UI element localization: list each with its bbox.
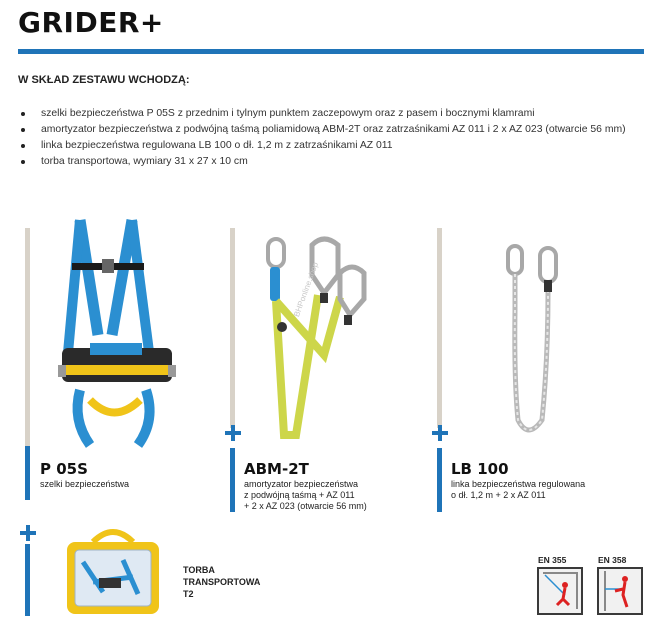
plus-icon [225, 425, 241, 441]
divider-bar [437, 448, 442, 512]
divider-bar [25, 544, 30, 616]
contents-list [18, 107, 648, 171]
divider-bar [230, 448, 235, 512]
divider-bar [437, 228, 442, 428]
page-title: GRIDER+ [18, 6, 164, 39]
rope-image [498, 240, 573, 445]
product-desc-lb100 [451, 479, 585, 501]
divider-bar [230, 228, 235, 428]
product-desc-line: amortyzator bezpieczeństwa [244, 479, 359, 489]
list-item: amortyzator bezpieczeństwa z podwójną taśmą poliamidową ABM-2T oraz zatrzaśnikami AZ 011 i 2 x AZ 023 (otwarcie 56 mm) [18, 123, 648, 137]
bag-label-line: TORBA [183, 565, 215, 575]
plus-icon [432, 425, 448, 441]
list-item: szelki bezpieczeństwa P 05S z przednim i tylnym punktem zaczepowym oraz z pasem i bocznymi klamrami [18, 107, 648, 121]
product-desc-p05s: szelki bezpieczeństwa [40, 479, 130, 489]
product-name-abm2t: ABM-2T [244, 460, 309, 478]
fall-arrest-pictogram [537, 567, 583, 615]
work-positioning-pictogram [597, 567, 643, 615]
product-desc-line: z podwójną taśmą + AZ 011 [244, 490, 355, 500]
title-divider [18, 49, 644, 54]
plus-icon [20, 525, 36, 541]
list-item: linka bezpieczeństwa regulowana LB 100 o dł. 1,2 m z zatrzaśnikami AZ 011 [18, 139, 648, 153]
harness-image [50, 215, 180, 450]
product-desc-abm2t [244, 479, 367, 512]
product-name-p05s: P 05S [40, 460, 88, 478]
bag-label [183, 564, 260, 600]
standard-en355-label: EN 355 [538, 555, 567, 565]
divider-bar [25, 228, 30, 446]
bag-label-line: T2 [183, 589, 194, 599]
product-desc-line: + 2 x AZ 023 (otwarcie 56 mm) [244, 501, 367, 511]
product-desc-line: o dł. 1,2 m + 2 x AZ 011 [451, 490, 546, 500]
divider-bar [25, 446, 30, 500]
contents-heading: W SKŁAD ZESTAWU WCHODZĄ: [18, 74, 190, 86]
product-name-lb100: LB 100 [451, 460, 509, 478]
bag-image [63, 522, 163, 617]
product-desc-line: linka bezpieczeństwa regulowana [451, 479, 586, 489]
standard-en358-label: EN 358 [598, 555, 627, 565]
bag-label-line: TRANSPORTOWA [183, 577, 261, 587]
watermark: BHPonline.shop [292, 261, 321, 319]
list-item: torba transportowa, wymiary 31 x 27 x 10 cm [18, 155, 648, 169]
